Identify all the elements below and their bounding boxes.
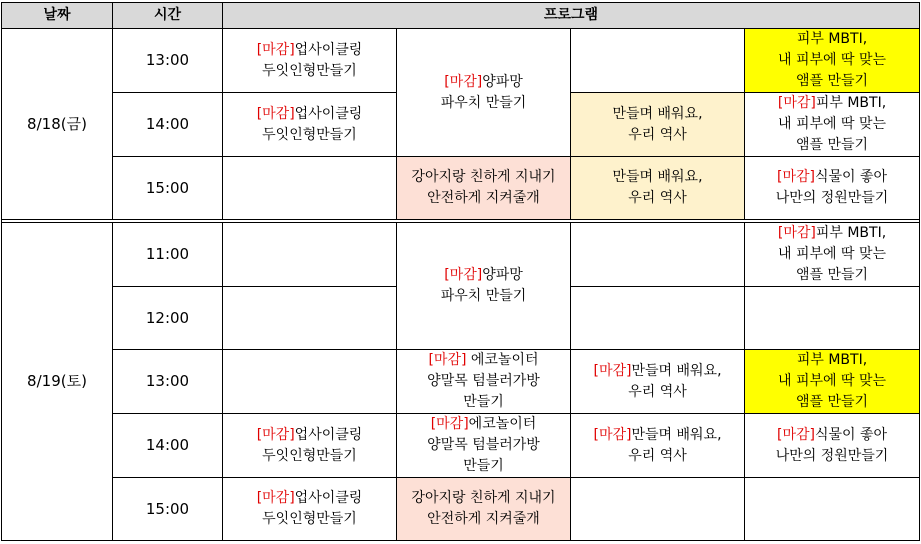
header-date: 날짜 bbox=[2, 3, 113, 29]
time-cell: 14:00 bbox=[113, 414, 223, 478]
program-schedule-table bbox=[1, 2, 920, 541]
empty-cell bbox=[571, 223, 745, 287]
program-line: 강아지랑 친하게 지내기 bbox=[411, 490, 556, 506]
program-cell-eco[interactable] bbox=[397, 350, 571, 414]
closed-tag: [마감] bbox=[256, 426, 295, 443]
table-row bbox=[2, 350, 920, 414]
program-line: 업사이클링 bbox=[294, 426, 363, 443]
date-cell: 8/18(금) bbox=[2, 29, 113, 220]
program-line: 두잇인형만들기 bbox=[262, 62, 357, 79]
closed-tag: [마감] bbox=[593, 426, 632, 443]
program-line: 앰플 만들기 bbox=[795, 137, 869, 153]
program-line: 양말목 텀블러가방 bbox=[427, 437, 540, 453]
program-line: 파우치 만들기 bbox=[440, 94, 527, 111]
program-line: 업사이클링 bbox=[294, 105, 363, 122]
program-line: 업사이클링 bbox=[294, 490, 363, 506]
time-cell: 15:00 bbox=[113, 478, 223, 541]
empty-cell bbox=[223, 157, 397, 220]
program-line: 두잇인형만들기 bbox=[262, 126, 357, 143]
closed-tag: [마감] bbox=[444, 267, 483, 283]
time-cell: 14:00 bbox=[113, 93, 223, 157]
program-cell-mbti[interactable] bbox=[745, 223, 920, 287]
program-line: 양말목 텀블러가방 bbox=[427, 373, 540, 389]
table-row bbox=[2, 29, 920, 93]
closed-tag: [마감] bbox=[428, 352, 467, 368]
time-cell: 11:00 bbox=[113, 223, 223, 287]
header-time: 시간 bbox=[113, 3, 223, 29]
header-program: 프로그램 bbox=[223, 3, 920, 29]
program-line: 파우치 만들기 bbox=[440, 288, 527, 304]
time-cell: 13:00 bbox=[113, 29, 223, 93]
closed-tag: [마감] bbox=[430, 416, 469, 432]
date-cell: 8/19(토) bbox=[2, 223, 113, 541]
program-line: 양파망 bbox=[482, 267, 523, 283]
program-line: 우리 역사 bbox=[628, 126, 687, 143]
table-row bbox=[2, 223, 920, 287]
header-row bbox=[2, 3, 920, 29]
empty-cell bbox=[571, 29, 745, 93]
program-cell-garden[interactable] bbox=[745, 414, 920, 478]
program-line: 만들며 배워요, bbox=[631, 426, 722, 443]
program-line: 내 피부에 딱 맞는 bbox=[778, 116, 887, 132]
table-row bbox=[2, 478, 920, 541]
program-line: 업사이클링 bbox=[294, 41, 363, 58]
program-line: 피부 MBTI, bbox=[796, 31, 868, 47]
program-line: 강아지랑 친하게 지내기 bbox=[411, 169, 556, 185]
program-cell-history[interactable] bbox=[571, 93, 745, 157]
program-line: 식물이 좋아 bbox=[814, 169, 888, 185]
time-cell: 15:00 bbox=[113, 157, 223, 220]
program-line: 내 피부에 딱 맞는 bbox=[778, 373, 887, 389]
program-line: 에코놀이터 bbox=[466, 352, 539, 368]
program-cell-onion[interactable] bbox=[397, 29, 571, 157]
program-line: 안전하게 지켜줄개 bbox=[427, 511, 540, 527]
program-line: 내 피부에 딱 맞는 bbox=[778, 246, 887, 262]
program-cell-history[interactable] bbox=[571, 157, 745, 220]
program-cell-mbti[interactable] bbox=[745, 29, 920, 93]
program-line: 피부 MBTI, bbox=[796, 352, 868, 368]
program-line: 앰플 만들기 bbox=[795, 394, 869, 410]
program-line: 우리 역사 bbox=[628, 383, 687, 400]
time-cell: 12:00 bbox=[113, 287, 223, 350]
program-line: 우리 역사 bbox=[628, 190, 687, 206]
closed-tag: [마감] bbox=[777, 225, 816, 241]
time-cell: 13:00 bbox=[113, 350, 223, 414]
program-line: 두잇인형만들기 bbox=[262, 511, 357, 527]
program-cell-onion[interactable] bbox=[397, 223, 571, 350]
program-cell-doll[interactable] bbox=[223, 414, 397, 478]
closed-tag: [마감] bbox=[256, 105, 295, 122]
empty-cell bbox=[745, 287, 920, 350]
closed-tag: [마감] bbox=[256, 490, 295, 506]
program-cell-history[interactable] bbox=[571, 414, 745, 478]
program-cell-history[interactable] bbox=[571, 350, 745, 414]
program-line: 만들기 bbox=[463, 458, 504, 474]
program-line: 앰플 만들기 bbox=[795, 73, 869, 89]
program-cell-mbti[interactable] bbox=[745, 93, 920, 157]
program-line: 양파망 bbox=[482, 73, 523, 90]
program-line: 만들며 배워요, bbox=[631, 362, 722, 379]
empty-cell bbox=[571, 287, 745, 350]
program-line: 두잇인형만들기 bbox=[262, 447, 357, 464]
closed-tag: [마감] bbox=[256, 41, 295, 58]
table-row bbox=[2, 157, 920, 220]
program-line: 앰플 만들기 bbox=[795, 267, 869, 283]
closed-tag: [마감] bbox=[776, 169, 815, 185]
program-line: 나만의 정원만들기 bbox=[775, 447, 889, 464]
program-line: 에코놀이터 bbox=[468, 416, 537, 432]
empty-cell bbox=[223, 350, 397, 414]
program-line: 만들며 배워요, bbox=[612, 169, 703, 185]
table-row bbox=[2, 414, 920, 478]
program-cell-doll[interactable] bbox=[223, 478, 397, 541]
empty-cell bbox=[223, 223, 397, 287]
program-line: 우리 역사 bbox=[628, 447, 687, 464]
program-cell-mbti[interactable] bbox=[745, 350, 920, 414]
program-line: 만들며 배워요, bbox=[612, 105, 703, 122]
program-line: 식물이 좋아 bbox=[814, 426, 888, 443]
closed-tag: [마감] bbox=[593, 362, 632, 379]
program-cell-doll[interactable] bbox=[223, 29, 397, 93]
program-line: 나만의 정원만들기 bbox=[775, 190, 889, 206]
empty-cell bbox=[571, 478, 745, 541]
program-cell-doll[interactable] bbox=[223, 93, 397, 157]
empty-cell bbox=[745, 478, 920, 541]
program-line: 만들기 bbox=[463, 394, 504, 410]
program-line: 피부 MBTI, bbox=[815, 95, 887, 111]
program-line: 피부 MBTI, bbox=[815, 225, 887, 241]
program-cell-dog[interactable] bbox=[397, 478, 571, 541]
program-cell-garden[interactable] bbox=[745, 157, 920, 220]
program-line: 안전하게 지켜줄개 bbox=[427, 190, 540, 206]
program-cell-eco[interactable] bbox=[397, 414, 571, 478]
program-cell-dog[interactable] bbox=[397, 157, 571, 220]
program-line: 내 피부에 딱 맞는 bbox=[778, 52, 887, 68]
empty-cell bbox=[223, 287, 397, 350]
closed-tag: [마감] bbox=[776, 426, 815, 443]
closed-tag: [마감] bbox=[444, 73, 483, 90]
closed-tag: [마감] bbox=[777, 95, 816, 111]
